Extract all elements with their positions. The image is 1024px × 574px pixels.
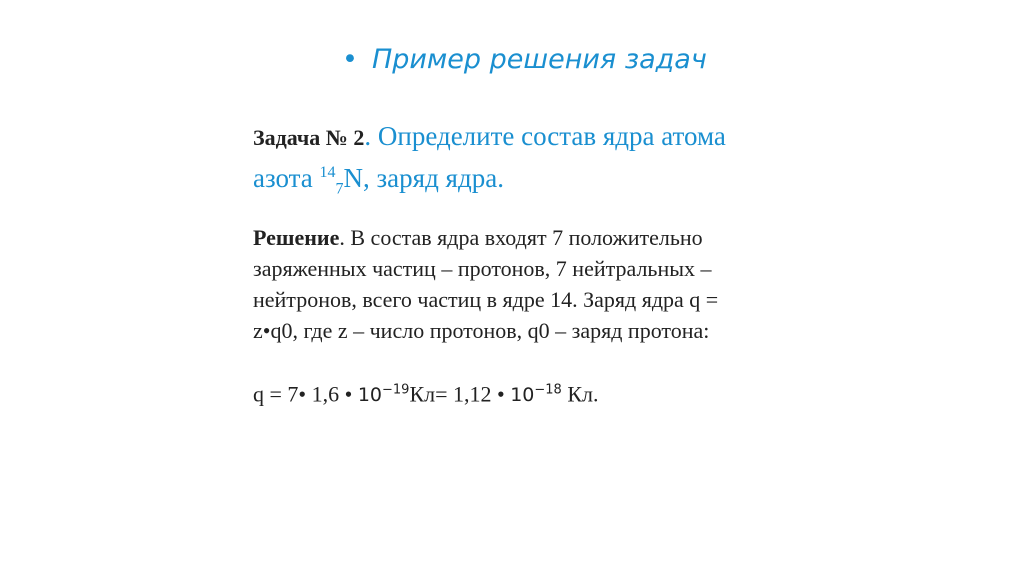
atomic-number: 7 bbox=[335, 180, 344, 198]
solution-line-2: заряженных частиц – протонов, 7 нейтральных – bbox=[253, 256, 712, 281]
power-exponent-1: −19 bbox=[382, 383, 410, 398]
task-statement bbox=[253, 116, 726, 198]
power-exponent-2: −18 bbox=[534, 383, 562, 398]
charge-formula bbox=[253, 375, 598, 411]
power-base-2: $10^{-18}$ bbox=[510, 383, 562, 407]
heading-text: Пример решения задач bbox=[371, 44, 707, 75]
task-line-1 bbox=[253, 116, 726, 158]
task-label: Задача № 2 bbox=[253, 125, 365, 150]
bullet-icon: • bbox=[342, 44, 358, 75]
solution-text bbox=[253, 222, 718, 346]
task-text-3: , заряд ядра. bbox=[363, 163, 504, 193]
formula-part-2: Кл= 1,12 • bbox=[409, 381, 511, 407]
formula-part-3: Кл. bbox=[561, 381, 599, 407]
power-base-1: $10^{-19}$ bbox=[357, 383, 410, 407]
task-line-2 bbox=[253, 158, 726, 198]
element-symbol: N bbox=[343, 163, 363, 193]
task-text-2: азота bbox=[253, 163, 320, 193]
task-text-1: . Определите состав ядра атома bbox=[364, 121, 726, 151]
solution-text-1: . В состав ядра входят 7 положительно bbox=[339, 225, 703, 250]
solution-label: Решение bbox=[253, 225, 340, 250]
slide-heading bbox=[342, 44, 707, 75]
mass-number: 14 bbox=[319, 164, 336, 181]
solution-line-4: z•q0, где z – число протонов, q0 – заряд протона: bbox=[253, 318, 710, 343]
formula-part-1: q = 7• 1,6 • bbox=[253, 381, 358, 407]
solution-line-3: нейтронов, всего частиц в ядре 14. Заряд ядра q = bbox=[253, 287, 719, 312]
solution-line-1 bbox=[253, 222, 718, 253]
